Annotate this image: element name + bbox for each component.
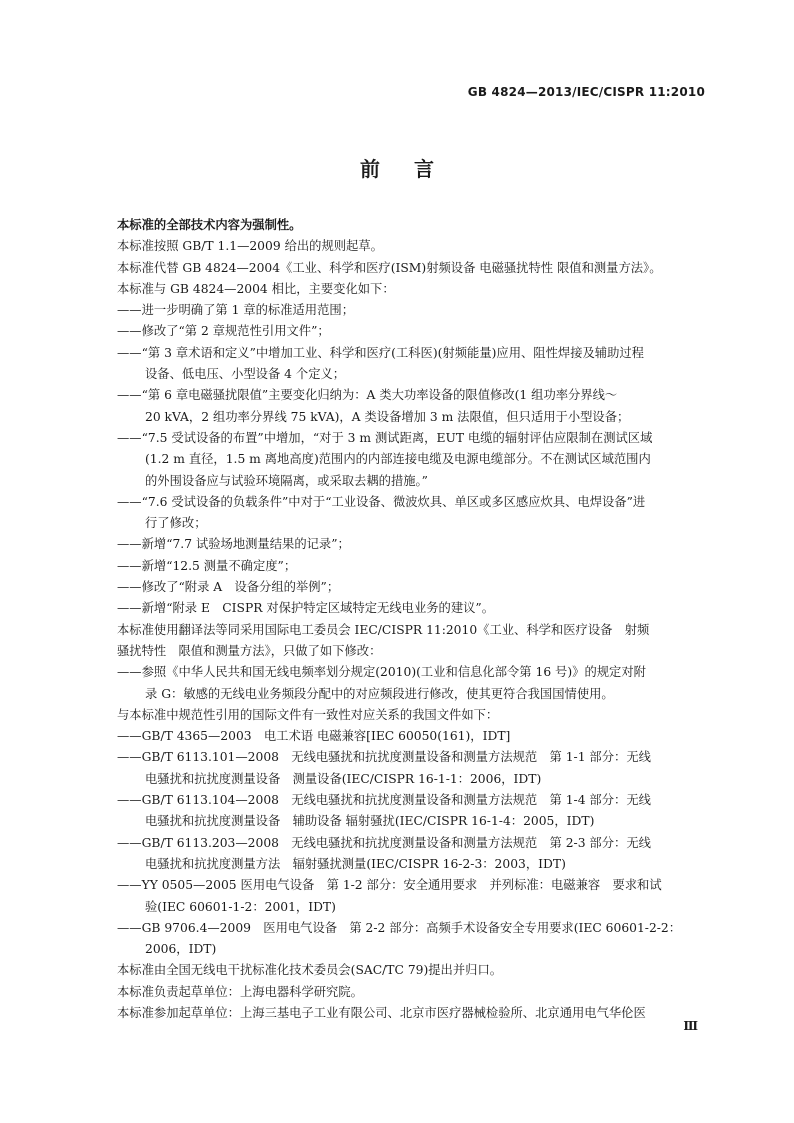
list-item-continuation: (1.2 m 直径，1.5 m 离地高度)范围内的内部连接电缆及电源电缆部分。不在测试区域范围内 bbox=[145, 452, 651, 467]
paragraph: 与本标准中规范性引用的国际文件有一致性对应关系的我国文件如下： bbox=[117, 707, 499, 722]
list-item-continuation: 电骚扰和抗扰度测量方法 辐射骚扰测量(IEC/CISPR 16-2-3：2003，IDT) bbox=[145, 856, 566, 871]
paragraph-continuation: 骚扰特性 限值和测量方法》，只做了如下修改： bbox=[117, 643, 382, 658]
paragraph: 本标准由全国无线电干扰标准化技术委员会(SAC/TC 79)提出并归口。 bbox=[117, 963, 503, 978]
paragraph: 本标准与 GB 4824—2004 相比，主要变化如下： bbox=[117, 281, 395, 296]
document-body bbox=[117, 215, 707, 1024]
list-item: ——GB/T 4365—2003 电工术语 电磁兼容[IEC 60050(161)，IDT] bbox=[117, 729, 511, 744]
list-item: ——“第 6 章电磁骚扰限值”主要变化归纳为：A 类大功率设备的限值修改(1 组功率分界线～ bbox=[117, 388, 618, 403]
list-item-continuation: 设备、低电压、小型设备 4 个定义； bbox=[145, 367, 346, 382]
list-item: ——“7.5 受试设备的布置”中增加，“对于 3 m 测试距离，EUT 电缆的辐射评估应限制在测试区域 bbox=[117, 430, 653, 445]
page-title: 前言 bbox=[360, 157, 468, 181]
list-item-continuation: 的外围设备应与试验环境隔离，或采取去耦的措施。” bbox=[145, 473, 428, 488]
paragraph: 本标准使用翻译法等同采用国际电工委员会 IEC/CISPR 11:2010《工业、科学和医疗设备 射频 bbox=[117, 622, 650, 637]
page-number: Ⅲ bbox=[683, 1019, 698, 1033]
list-item: ——修改了“附录 A 设备分组的举例”； bbox=[117, 580, 340, 595]
list-item-continuation: 20 kVA，2 组功率分界线 75 kVA)，A 类设备增加 3 m 法限值，但只适用于小型设备； bbox=[145, 409, 630, 424]
list-item: ——GB/T 6113.203—2008 无线电骚扰和抗扰度测量设备和测量方法规范 第 2-3 部分：无线 bbox=[117, 835, 651, 850]
list-item: ——GB/T 6113.101—2008 无线电骚扰和抗扰度测量设备和测量方法规范 第 1-1 部分：无线 bbox=[117, 750, 651, 765]
list-item-continuation: 验(IEC 60601-1-2：2001，IDT) bbox=[145, 899, 336, 914]
list-item: ——新增“附录 E CISPR 对保护特定区域特定无线电业务的建议”。 bbox=[117, 601, 495, 616]
list-item: ——GB/T 6113.104—2008 无线电骚扰和抗扰度测量设备和测量方法规范 第 1-4 部分：无线 bbox=[117, 793, 651, 808]
list-item: ——进一步明确了第 1 章的标准适用范围； bbox=[117, 303, 354, 318]
paragraph: 本标准负责起草单位：上海电器科学研究院。 bbox=[117, 984, 363, 999]
list-item: ——新增“7.7 试验场地测量结果的记录”； bbox=[117, 537, 350, 552]
list-item: ——YY 0505—2005 医用电气设备 第 1-2 部分：安全通用要求 并列标准：电磁兼容 要求和试 bbox=[117, 878, 662, 893]
list-item: ——修改了“第 2 章规范性引用文件”； bbox=[117, 324, 330, 339]
paragraph: 本标准代替 GB 4824—2004《工业、科学和医疗(ISM)射频设备 电磁骚扰特性 限值和测量方法》。 bbox=[117, 260, 662, 275]
list-item: ——参照《中华人民共和国无线电频率划分规定(2010)(工业和信息化部令第 16 号)》的规定对附 bbox=[117, 665, 646, 680]
list-item-continuation: 2006，IDT) bbox=[145, 942, 217, 957]
paragraph: 本标准按照 GB/T 1.1—2009 给出的规则起草。 bbox=[117, 239, 383, 254]
list-item: ——GB 9706.4—2009 医用电气设备 第 2-2 部分：高频手术设备安全专用要求(IEC 60601-2-2： bbox=[117, 920, 682, 935]
list-item: ——新增“12.5 测量不确定度”； bbox=[117, 558, 297, 573]
standard-number: GB 4824—2013/IEC/CISPR 11:2010 bbox=[467, 85, 705, 99]
list-item-continuation: 录 G：敏感的无线电业务频段分配中的对应频段进行修改，使其更符合我国国情使用。 bbox=[145, 686, 614, 701]
list-item-continuation: 电骚扰和抗扰度测量设备 测量设备(IEC/CISPR 16-1-1：2006，IDT) bbox=[145, 771, 542, 786]
list-item-continuation: 行了修改； bbox=[145, 516, 207, 531]
mandatory-statement: 本标准的全部技术内容为强制性。 bbox=[117, 218, 302, 232]
list-item-continuation: 电骚扰和抗扰度测量设备 辅助设备 辐射骚扰(IEC/CISPR 16-1-4：2005，IDT) bbox=[145, 814, 595, 829]
list-item: ——“7.6 受试设备的负载条件”中对于“工业设备、微波炊具、单区或多区感应炊具、电焊设备”进 bbox=[117, 494, 646, 509]
list-item: ——“第 3 章术语和定义”中增加工业、科学和医疗(工科医)(射频能量)应用、阻性焊接及辅助过程 bbox=[117, 345, 644, 360]
paragraph: 本标准参加起草单位：上海三基电子工业有限公司、北京市医疗器械检验所、北京通用电气华伦医 bbox=[117, 1005, 646, 1020]
